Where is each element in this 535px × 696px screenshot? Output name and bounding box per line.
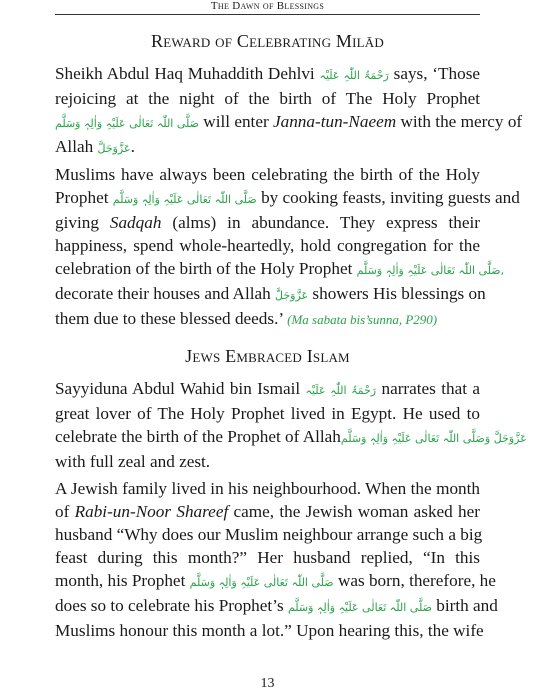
text-line: does so to celebrate his Prophet’s صَلَّی اللّٰہ تَعَالٰی عَلَیْہِ وَاٰلِہٖ وَسَلَّم birth and [55, 596, 498, 615]
text-line: rejoicing at the night of the birth of The Holy Prophet [55, 89, 480, 108]
text-line: Sayyiduna Abdul Wahid bin Ismail رَحْمَۃُ اللّٰہِ عَلَیْہ narrates that a [55, 379, 481, 398]
text-line: great lover of The Holy Prophet lived in Egypt. He used to [55, 404, 480, 423]
honorific-salawat: صَلَّی اللّٰہ تَعَالٰی عَلَیْہِ وَاٰلِہٖ وَسَلَّم [112, 193, 257, 206]
text-line: Muslims have always been celebrating the birth of the Holy [55, 165, 480, 184]
honorific-salawat: صَلَّی اللّٰہ تَعَالٰی عَلَیْہِ وَاٰلِہٖ وَسَلَّم [189, 576, 334, 589]
honorific-rahmat: رَحْمَۃُ اللّٰہِ عَلَیْہ [319, 69, 389, 82]
running-head-rule [55, 14, 480, 15]
text-line: Muslims honour this month a lot.” Upon hearing this, the wife [55, 621, 484, 640]
text-line: happiness, spend whole-heartedly, hold congregation for the [55, 236, 480, 255]
citation-reference: (Ma sabata bis’sunna, P290) [287, 312, 438, 327]
honorific-combined: عَزَّوَجَلَّ وَصَلَّی اللّٰہ تَعَالٰی عَلَیْہِ وَاٰلِہٖ وَسَلَّم [340, 432, 527, 445]
text-line: decorate their houses and Allah عَزَّوَجَلَّ showers His blessings on [55, 284, 486, 303]
text-line: feast during this month?” Her husband replied, “In this [55, 548, 480, 567]
text-line: Prophet صَلَّی اللّٰہ تَعَالٰی عَلَیْہِ وَاٰلِہٖ وَسَلَّم by cooking feasts, inviting guests and [55, 188, 520, 207]
page-number: 13 [260, 676, 275, 691]
text-line: with full zeal and zest. [55, 452, 211, 471]
honorific-rahmat: رَحْمَۃُ اللّٰہِ عَلَیْہ [305, 384, 377, 397]
text-line: husband “Why does our Muslim neighbour arrange such a big [55, 525, 483, 544]
honorific-salawat: صَلَّی اللّٰہ تَعَالٰی عَلَیْہِ وَاٰلِہٖ وَسَلَّم [55, 117, 199, 130]
text-line: Sheikh Abdul Haq Muhaddith Dehlvi رَحْمَۃُ اللّٰہِ عَلَیْہ says, ‘Those [55, 64, 481, 83]
text-line: Allah عَزَّوَجَلَّ. [55, 137, 135, 156]
paragraph-muslims-celebrating [55, 163, 520, 331]
section-heading-reward: Reward of Celebrating Milād [151, 31, 384, 51]
section-heading-jews: Jews Embraced Islam [185, 346, 350, 366]
paragraph-jewish-family [55, 477, 498, 642]
text-line: giving Sadqah (alms) in abundance. They express their [55, 213, 481, 232]
running-head: The Dawn of Blessings [210, 0, 325, 12]
honorific-salawat: صَلَّی اللّٰہ تَعَالٰی عَلَیْہِ وَاٰلِہٖ وَسَلَّم [356, 264, 501, 277]
text-line: celebrate the birth of the Prophet of Allahعَزَّوَجَلَّ وَصَلَّی اللّٰہ تَعَالٰی عَلَیْہِ وَاٰلِہٖ وَسَلَّم [55, 427, 527, 446]
honorific-azza: عَزَّوَجَلَّ [97, 142, 131, 155]
paragraph-sheikh-quote [55, 62, 523, 160]
text-line: A Jewish family lived in his neighbourhood. When the month [55, 479, 480, 498]
honorific-azza: عَزَّوَجَلَّ [275, 289, 309, 302]
text-line: of Rabi-un-Noor Shareef came, the Jewish woman asked her [55, 502, 480, 521]
text-line: celebration of the birth of the Holy Prophet صَلَّی اللّٰہ تَعَالٰی عَلَیْہِ وَاٰلِہٖ وَسَلَّم, [55, 259, 505, 278]
text-line: them due to these blessed deeds.’ (Ma sabata bis’sunna, P290) [55, 309, 438, 328]
text-line: صَلَّی اللّٰہ تَعَالٰی عَلَیْہِ وَاٰلِہٖ وَسَلَّم will enter Janna-tun-Naeem with the mercy of [55, 112, 523, 131]
paragraph-abdul-wahid [55, 377, 527, 473]
text-line: month, his Prophet صَلَّی اللّٰہ تَعَالٰی عَلَیْہِ وَاٰلِہٖ وَسَلَّم was born, therefore, he [55, 571, 496, 590]
honorific-salawat: صَلَّی اللّٰہ تَعَالٰی عَلَیْہِ وَاٰلِہٖ وَسَلَّم [287, 601, 432, 614]
